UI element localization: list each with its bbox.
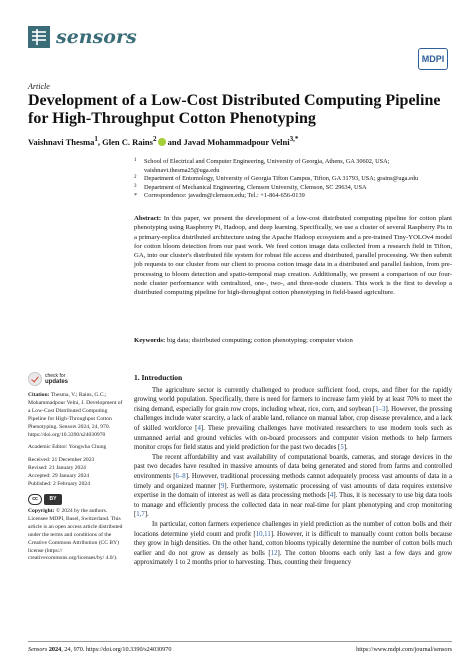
keywords-text: big data; distributed computing; cotton phenotyping; computer vision [166, 337, 353, 344]
cc-by-icon: BY [44, 494, 62, 505]
affiliation-2: 2 Department of Entomology, University of Georgia Tifton Campus, Tifton, GA 31793, USA; grains@uga.edu [134, 175, 419, 182]
cc-icon: cc [28, 494, 42, 505]
intro-paragraph-2: The recent affordability and vast availability of computational boards, cameras, and storage devices in the past two decades have resulted in massive amounts of data being generated and stored from farms and controlled environments [6–8]. However, traditional processing methods cannot adequately process vast amounts of data in a timely and organized manner [9]. Furthermore, systematic processing of vast amounts of data requires extensive expertise in the domain of interest as well as data processing methods [4]. Thus, it is necessary to use big data tools to manage and efficiently process the collected data in near real-time for plant phenotyping and crop monitoring [1,7]. [134, 453, 453, 519]
copyright-block: Copyright: © 2024 by the authors. Licensee MDPI, Basel, Switzerland. This article is an open access article distributed under the terms and conditions of the Creative Commons Attribution (CC BY) license (https:// creativecommons.org/licenses/by/ 4.0/). [28, 507, 123, 562]
citation-link[interactable]: 1–3 [375, 405, 386, 413]
intro-paragraph-3: In particular, cotton farmers experience challenges in yield prediction as the number of cotton bolls and their locations determine yield count and profit [10,11]. However, it is difficult to manually count cotton bolls because they grow in high densities. On the other hand, cotton blooms typically determine the number of cotton bolls much earlier and do not grow as densely as bolls [12]. The cotton blooms each only last a few days and grow approximately 1 to 2 months prior to harvesting. Thus, counting their frequency [134, 520, 452, 567]
introduction-section [134, 373, 452, 568]
author-list: Vaishnavi Thesma$^1$, Glen C. Rains$^2$ and Javad Mohammadpour Velni$^{3,*}$ [28, 135, 299, 147]
citation-link[interactable]: 4 [329, 492, 334, 500]
citation-block: Citation: Thesma, V.; Rains, G.C.; Mohammadpour Velni, J. Development of a Low-Cost Distributed Computing Pipeline for High-Throughput Cotton Phenotyping. Sensors 2024, 24, 970. https://doi.org/10.3390/s24030970 [28, 392, 123, 438]
sensors-logo-icon [28, 26, 50, 48]
affiliation-3: 3 Department of Mechanical Engineering, Clemson University, Clemson, SC 29634, USA [134, 183, 367, 191]
journal-name: sensors [56, 26, 137, 48]
orcid-icon[interactable] [158, 138, 166, 146]
date-published: Published: 2 February 2024 [28, 481, 90, 488]
article-type: Article [28, 82, 50, 91]
citation-link[interactable]: 4 [197, 424, 201, 432]
keywords [134, 336, 452, 345]
citation-link[interactable]: 5 [340, 444, 344, 452]
article-sidebar [28, 372, 124, 568]
citation-link[interactable]: 12 [270, 549, 278, 557]
keywords-label: Keywords: [134, 337, 166, 344]
journal-logo[interactable] [28, 26, 137, 48]
affiliations [134, 158, 454, 201]
check-updates-icon [28, 372, 42, 386]
abstract-text: In this paper, we present the development of a low-cost distributed computing pipeline for cotton plant phenotyping using Raspberry Pi, Hadoop, and deep learning. Specifically, we use a cluster of several Raspberry Pis in a primary-replica distributed architecture using the Apache Hadoop ecosystem and a pre-trained Tiny-YOLOv4 model for cotton bloom detection from our past work. We feed cotton image data collected from a research field in Tifton, GA, into our cluster's distributed file system for robust file access and distributed, parallel processing. We then submit job requests to our cluster from our client to process cotton image data in a distributed and parallel fashion, from pre-processing to bloom detection and spatio-temporal map creation. Additionally, we present a comparison of our four-node cluster performance with centralized, one-, two-, and three-node clusters. This work is the first to develop a distributed computing pipeline for high-throughput cotton phenotyping in field-based agriculture. [134, 215, 453, 297]
article-title: Development of a Low-Cost Distributed Computing Pipeline for High-Throughput Cotton Phenotyping [28, 92, 441, 127]
intro-paragraph-1: The agriculture sector is currently challenged to produce sufficient food, crops, and fiber for the rapidly growing world population. Specifically, there is need for farmers to increase farm yield by at least 70% to meet the rising demand, especially for grain row crops, including wheat, rice, corn, and soybean [1–3]. However, the pressing challenges include water scarcity, a lack of arable land, reliance on manual labor, crop disease prevalence, and a lack of skilled workforce [4]. These prevailing challenges have motivated researchers to use modern tools such as unmanned aerial and ground vehicles with on-board processors and computer vision methods to help farmers monitor crops for field status and yield prediction for the past two decades [5]. [134, 386, 452, 452]
author-2-affil: 2 [152, 135, 157, 143]
dates-block [28, 457, 124, 489]
date-accepted: Accepted: 29 January 2024 [28, 473, 90, 480]
journal-header [28, 26, 448, 66]
author-3[interactable]: and Javad Mohammadpour Velni [167, 136, 290, 147]
footer-divider [28, 641, 452, 642]
footer-citation: Sensors 2024, 24, 970. https://doi.org/10.3390/s24030970 [28, 646, 172, 653]
date-revised: Revised: 21 January 2024 [28, 465, 86, 472]
section-heading: 1. Introduction [134, 373, 183, 382]
page-footer [28, 646, 452, 653]
abstract [134, 214, 452, 298]
affiliation-1: 1 School of Electrical and Computer Engineering, University of Georgia, Athens, GA 30602, USA; vaishnavi.thesma25@uga.edu [134, 158, 390, 174]
author-1[interactable]: Vaishnavi Thesma [28, 136, 95, 147]
correspondence: * Correspondence: javadm@clemson.edu; Tel.: +1-864-656-0139 [134, 192, 305, 199]
abstract-label: Abstract: [134, 215, 162, 222]
citation-link[interactable]: 6–8 [175, 472, 186, 480]
author-1-affil: 1 [94, 135, 98, 143]
citation-link[interactable]: 10,11 [255, 530, 271, 538]
author-2[interactable]: Glen C. Rains [102, 136, 153, 147]
footer-journal-url[interactable]: https://www.mdpi.com/journal/sensors [356, 646, 452, 653]
author-3-affil: 3,* [289, 135, 299, 143]
citation-link[interactable]: 1,7 [136, 511, 145, 519]
mdpi-logo[interactable]: MDPI [418, 48, 448, 70]
academic-editor: Academic Editor: Yongwha Chung [28, 444, 107, 451]
date-received: Received: 21 December 2023 [28, 457, 95, 464]
check-for-updates[interactable]: check for updates [28, 372, 124, 386]
citation-link[interactable]: 9 [220, 482, 225, 490]
cc-license-badge[interactable] [28, 494, 124, 505]
